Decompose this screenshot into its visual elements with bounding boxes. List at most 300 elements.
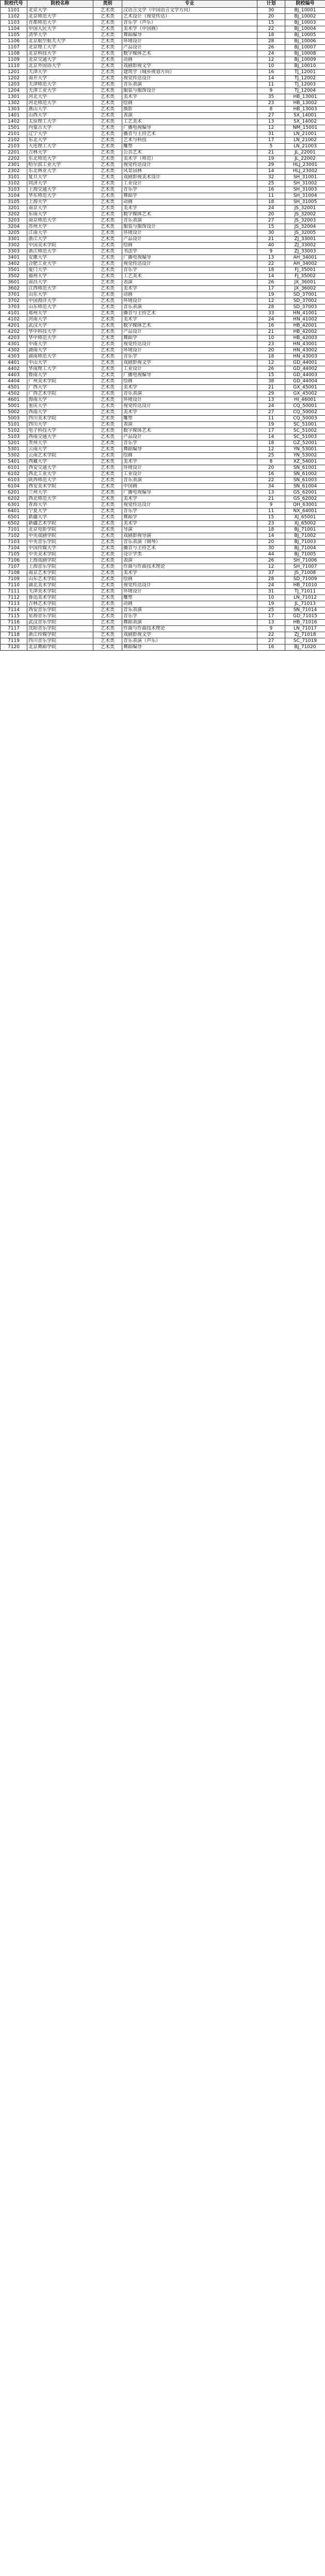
cell-category: 艺术类 bbox=[93, 119, 122, 125]
table-row bbox=[1, 391, 325, 397]
cell-major: 美术学 bbox=[122, 410, 257, 416]
cell-plan: 23 bbox=[257, 342, 285, 348]
cell-code: 2103 bbox=[1, 144, 27, 150]
table-row bbox=[1, 230, 325, 236]
cell-plan: 30 bbox=[257, 8, 285, 14]
cell-id: XJ_65001 bbox=[285, 515, 325, 521]
cell-category: 艺术类 bbox=[93, 70, 122, 76]
cell-code: 1401 bbox=[1, 113, 27, 119]
cell-plan: 14 bbox=[257, 76, 285, 82]
cell-id: SX_14001 bbox=[285, 113, 325, 119]
cell-code: 7119 bbox=[1, 638, 27, 645]
cell-school: 山西大学 bbox=[27, 113, 93, 119]
table-row bbox=[1, 32, 325, 39]
cell-id: TJ_12002 bbox=[285, 76, 325, 82]
cell-code: 3102 bbox=[1, 181, 27, 187]
cell-school: 西安交通大学 bbox=[27, 465, 93, 471]
cell-plan: 11 bbox=[257, 193, 285, 199]
table-row bbox=[1, 447, 325, 453]
cell-plan: 9 bbox=[257, 249, 285, 255]
cell-major: 风景园林 bbox=[122, 168, 257, 175]
cell-id: BJ_10009 bbox=[285, 57, 325, 63]
cell-major: 音乐表演 bbox=[122, 82, 257, 88]
cell-plan: 24 bbox=[257, 206, 285, 212]
table-row bbox=[1, 564, 325, 570]
cell-plan: 44 bbox=[257, 552, 285, 558]
cell-major: 产品设计 bbox=[122, 236, 257, 243]
cell-plan: 17 bbox=[257, 614, 285, 620]
cell-school: 河北师范大学 bbox=[27, 100, 93, 107]
table-row bbox=[1, 626, 325, 632]
cell-category: 艺术类 bbox=[93, 94, 122, 100]
cell-category: 艺术类 bbox=[93, 193, 122, 199]
cell-major: 音乐学 bbox=[122, 509, 257, 515]
table-row bbox=[1, 422, 325, 428]
cell-id: YN_53002 bbox=[285, 453, 325, 459]
cell-plan: 19 bbox=[257, 601, 285, 607]
cell-plan: 20 bbox=[257, 212, 285, 218]
cell-id: BJ_10002 bbox=[285, 14, 325, 20]
cell-category: 艺术类 bbox=[93, 589, 122, 595]
table-row bbox=[1, 342, 325, 348]
cell-id: BJ_10008 bbox=[285, 51, 325, 57]
cell-school: 华中师范大学 bbox=[27, 335, 93, 342]
cell-id: HB_13001 bbox=[285, 94, 325, 100]
cell-major: 工艺美术 bbox=[122, 274, 257, 280]
cell-category: 艺术类 bbox=[93, 255, 122, 261]
cell-plan: 5 bbox=[257, 144, 285, 150]
table-row bbox=[1, 119, 325, 125]
cell-major: 播音与主持艺术 bbox=[122, 131, 257, 138]
table-row bbox=[1, 403, 325, 410]
cell-major: 播音与主持艺术 bbox=[122, 546, 257, 552]
cell-plan: 10 bbox=[257, 335, 285, 342]
cell-category: 艺术类 bbox=[93, 113, 122, 119]
cell-code: 2302 bbox=[1, 168, 27, 175]
cell-school: 天津师范大学 bbox=[27, 82, 93, 88]
cell-school: 上海大学 bbox=[27, 199, 93, 206]
cell-category: 艺术类 bbox=[93, 552, 122, 558]
cell-code: 7105 bbox=[1, 552, 27, 558]
cell-plan: 11 bbox=[257, 82, 285, 88]
cell-code: 4401 bbox=[1, 360, 27, 366]
cell-plan: 14 bbox=[257, 168, 285, 175]
cell-plan: 19 bbox=[257, 422, 285, 428]
cell-school: 四川大学 bbox=[27, 422, 93, 428]
cell-school: 中国人民大学 bbox=[27, 26, 93, 32]
header-plan: 计划 bbox=[257, 1, 285, 8]
cell-code: 7106 bbox=[1, 558, 27, 564]
cell-school: 四川美术学院 bbox=[27, 416, 93, 422]
cell-school: 辽宁大学 bbox=[27, 131, 93, 138]
cell-code: 1103 bbox=[1, 20, 27, 26]
cell-code: 5301 bbox=[1, 447, 27, 453]
table-row bbox=[1, 478, 325, 484]
cell-category: 艺术类 bbox=[93, 521, 122, 527]
cell-id: GD_44001 bbox=[285, 360, 325, 366]
cell-code: 4301 bbox=[1, 342, 27, 348]
table-row bbox=[1, 20, 325, 26]
cell-id: GS_62002 bbox=[285, 496, 325, 502]
cell-code: 5302 bbox=[1, 453, 27, 459]
table-row bbox=[1, 552, 325, 558]
cell-category: 艺术类 bbox=[93, 187, 122, 193]
cell-plan: 21 bbox=[257, 385, 285, 391]
cell-school: 吉林大学 bbox=[27, 150, 93, 156]
table-row bbox=[1, 329, 325, 335]
cell-category: 艺术类 bbox=[93, 199, 122, 206]
cell-major: 广播电视编导 bbox=[122, 125, 257, 131]
cell-category: 艺术类 bbox=[93, 459, 122, 465]
cell-major: 雕塑 bbox=[122, 595, 257, 601]
cell-code: 5401 bbox=[1, 459, 27, 465]
cell-code: 2301 bbox=[1, 162, 27, 168]
table-row bbox=[1, 63, 325, 70]
cell-plan: 35 bbox=[257, 94, 285, 100]
cell-category: 艺术类 bbox=[93, 206, 122, 212]
cell-id: CQ_50001 bbox=[285, 403, 325, 410]
cell-category: 艺术类 bbox=[93, 614, 122, 620]
cell-major: 音乐学 bbox=[122, 440, 257, 447]
cell-plan: 12 bbox=[257, 360, 285, 366]
cell-category: 艺术类 bbox=[93, 539, 122, 546]
table-row bbox=[1, 76, 325, 82]
cell-major: 建筑学（城乡规划方向） bbox=[122, 70, 257, 76]
table-row bbox=[1, 453, 325, 459]
cell-plan: 21 bbox=[257, 150, 285, 156]
cell-category: 艺术类 bbox=[93, 236, 122, 243]
cell-major: 数字媒体艺术 bbox=[122, 212, 257, 218]
cell-id: SH_31001 bbox=[285, 175, 325, 181]
cell-code: 6202 bbox=[1, 496, 27, 502]
cell-category: 艺术类 bbox=[93, 175, 122, 181]
cell-school: 电子科技大学 bbox=[27, 428, 93, 434]
cell-major: 工业设计 bbox=[122, 366, 257, 372]
table-row bbox=[1, 113, 325, 119]
cell-plan: 22 bbox=[257, 26, 285, 32]
table-row bbox=[1, 570, 325, 577]
cell-id: SN_61002 bbox=[285, 471, 325, 478]
cell-major: 广播电视编导 bbox=[122, 372, 257, 379]
cell-school: 厦门大学 bbox=[27, 267, 93, 274]
cell-plan: 34 bbox=[257, 484, 285, 490]
cell-id: BJ_10006 bbox=[285, 39, 325, 45]
cell-school: 中国美术学院 bbox=[27, 243, 93, 249]
cell-plan: 29 bbox=[257, 391, 285, 397]
cell-major: 环境设计 bbox=[122, 589, 257, 595]
cell-category: 艺术类 bbox=[93, 39, 122, 45]
table-row bbox=[1, 125, 325, 131]
cell-id: SD_37003 bbox=[285, 304, 325, 311]
cell-id: HLJ_23001 bbox=[285, 162, 325, 168]
cell-school: 山东大学 bbox=[27, 292, 93, 298]
cell-code: 1102 bbox=[1, 14, 27, 20]
cell-category: 艺术类 bbox=[93, 100, 122, 107]
cell-plan: 24 bbox=[257, 317, 285, 323]
table-row bbox=[1, 595, 325, 601]
cell-school: 湖南大学 bbox=[27, 348, 93, 354]
cell-category: 艺术类 bbox=[93, 311, 122, 317]
cell-category: 艺术类 bbox=[93, 335, 122, 342]
cell-major: 舞蹈表演 bbox=[122, 620, 257, 626]
cell-id: LN_21001 bbox=[285, 131, 325, 138]
cell-id: HLJ_23002 bbox=[285, 168, 325, 175]
cell-school: 江西师范大学 bbox=[27, 286, 93, 292]
cell-school: 贵州大学 bbox=[27, 440, 93, 447]
cell-major: 美术学（师范） bbox=[122, 156, 257, 162]
table-row bbox=[1, 100, 325, 107]
cell-code: 1203 bbox=[1, 82, 27, 88]
table-row bbox=[1, 57, 325, 63]
cell-category: 艺术类 bbox=[93, 645, 122, 651]
cell-plan: 11 bbox=[257, 416, 285, 422]
cell-major: 视觉传达设计 bbox=[122, 162, 257, 168]
cell-major: 服装与服饰设计 bbox=[122, 88, 257, 94]
cell-id: LN_21002 bbox=[285, 138, 325, 144]
cell-category: 艺术类 bbox=[93, 82, 122, 88]
cell-plan: 13 bbox=[257, 397, 285, 403]
cell-school: 南昌大学 bbox=[27, 280, 93, 286]
cell-id: SN_61001 bbox=[285, 465, 325, 471]
cell-school: 燕山大学 bbox=[27, 107, 93, 113]
table-row bbox=[1, 533, 325, 539]
cell-code: 1402 bbox=[1, 119, 27, 125]
cell-school: 同济大学 bbox=[27, 181, 93, 187]
cell-major: 产品设计 bbox=[122, 45, 257, 51]
cell-category: 艺术类 bbox=[93, 546, 122, 552]
cell-category: 艺术类 bbox=[93, 416, 122, 422]
cell-major: 工业设计 bbox=[122, 181, 257, 187]
cell-major: 播音与主持艺术 bbox=[122, 311, 257, 317]
cell-school: 兰州大学 bbox=[27, 490, 93, 496]
table-row bbox=[1, 150, 325, 156]
cell-plan: 9 bbox=[257, 626, 285, 632]
cell-major: 书法学 bbox=[122, 249, 257, 255]
admission-table bbox=[0, 0, 325, 651]
cell-school: 陕西师范大学 bbox=[27, 478, 93, 484]
table-row bbox=[1, 502, 325, 509]
cell-code: 7118 bbox=[1, 632, 27, 638]
cell-id: JS_32001 bbox=[285, 206, 325, 212]
table-row bbox=[1, 292, 325, 298]
table-row bbox=[1, 26, 325, 32]
cell-school: 西安美术学院 bbox=[27, 484, 93, 490]
table-row bbox=[1, 428, 325, 434]
cell-id: SN_71014 bbox=[285, 607, 325, 614]
cell-school: 复旦大学 bbox=[27, 175, 93, 181]
table-row bbox=[1, 539, 325, 546]
cell-major: 戏剧影视文学 bbox=[122, 63, 257, 70]
cell-code: 3702 bbox=[1, 298, 27, 304]
cell-school: 江南大学 bbox=[27, 230, 93, 236]
cell-major: 戏剧影视文学 bbox=[122, 632, 257, 638]
table-body bbox=[1, 8, 325, 651]
cell-id: NM_15001 bbox=[285, 125, 325, 131]
cell-code: 6104 bbox=[1, 484, 27, 490]
cell-plan: 13 bbox=[257, 255, 285, 261]
cell-school: 中央音乐学院 bbox=[27, 539, 93, 546]
header-school: 院校名称 bbox=[27, 1, 93, 8]
cell-major: 中国画 bbox=[122, 484, 257, 490]
cell-plan: 21 bbox=[257, 236, 285, 243]
cell-code: 3701 bbox=[1, 292, 27, 298]
cell-major: 表演 bbox=[122, 422, 257, 428]
cell-plan: 26 bbox=[257, 558, 285, 564]
cell-code: 3401 bbox=[1, 255, 27, 261]
cell-school: 上海交通大学 bbox=[27, 187, 93, 193]
cell-plan: 30 bbox=[257, 230, 285, 236]
cell-plan: 10 bbox=[257, 595, 285, 601]
table-row bbox=[1, 45, 325, 51]
cell-school: 广州美术学院 bbox=[27, 379, 93, 385]
cell-id: JX_36001 bbox=[285, 280, 325, 286]
cell-plan: 16 bbox=[257, 70, 285, 76]
table-row bbox=[1, 14, 325, 20]
table-row bbox=[1, 471, 325, 478]
table-row bbox=[1, 249, 325, 255]
cell-category: 艺术类 bbox=[93, 131, 122, 138]
cell-plan: 12 bbox=[257, 298, 285, 304]
cell-id: SH_71006 bbox=[285, 558, 325, 564]
cell-code: 3301 bbox=[1, 236, 27, 243]
cell-code: 3101 bbox=[1, 175, 27, 181]
table-row bbox=[1, 317, 325, 323]
cell-school: 浙江大学 bbox=[27, 236, 93, 243]
table-row bbox=[1, 274, 325, 280]
cell-major: 动画 bbox=[122, 57, 257, 63]
cell-school: 西南大学 bbox=[27, 410, 93, 416]
cell-id: SN_61004 bbox=[285, 484, 325, 490]
cell-school: 清华大学 bbox=[27, 32, 93, 39]
table-row bbox=[1, 360, 325, 366]
table-row bbox=[1, 70, 325, 76]
cell-category: 艺术类 bbox=[93, 527, 122, 533]
table-row bbox=[1, 335, 325, 342]
cell-plan: 20 bbox=[257, 14, 285, 20]
cell-major: 美术学 bbox=[122, 206, 257, 212]
cell-code: 1303 bbox=[1, 107, 27, 113]
cell-code: 3104 bbox=[1, 193, 27, 199]
cell-school: 华南理工大学 bbox=[27, 366, 93, 372]
cell-category: 艺术类 bbox=[93, 63, 122, 70]
cell-id: SH_71007 bbox=[285, 564, 325, 570]
table-row bbox=[1, 162, 325, 168]
cell-id: HN_43001 bbox=[285, 342, 325, 348]
cell-major: 导演 bbox=[122, 527, 257, 533]
cell-major: 视觉传达设计 bbox=[122, 502, 257, 509]
cell-category: 艺术类 bbox=[93, 410, 122, 416]
cell-code: 7120 bbox=[1, 645, 27, 651]
cell-id: AH_34002 bbox=[285, 261, 325, 267]
header-code: 院校代号 bbox=[1, 1, 27, 8]
cell-category: 艺术类 bbox=[93, 601, 122, 607]
cell-major: 音乐表演 bbox=[122, 391, 257, 397]
cell-major: 工艺美术 bbox=[122, 119, 257, 125]
cell-major: 视觉传达设计 bbox=[122, 76, 257, 82]
cell-school: 海南大学 bbox=[27, 397, 93, 403]
cell-school: 北京电影学院 bbox=[27, 527, 93, 533]
cell-category: 艺术类 bbox=[93, 564, 122, 570]
cell-code: 2102 bbox=[1, 138, 27, 144]
table-row bbox=[1, 410, 325, 416]
cell-category: 艺术类 bbox=[93, 298, 122, 304]
cell-code: 7104 bbox=[1, 546, 27, 552]
cell-id: GX_45002 bbox=[285, 391, 325, 397]
table-row bbox=[1, 323, 325, 329]
table-row bbox=[1, 601, 325, 607]
cell-id: BJ_10005 bbox=[285, 32, 325, 39]
cell-code: 1101 bbox=[1, 8, 27, 14]
table-row bbox=[1, 156, 325, 162]
cell-plan: 14 bbox=[257, 274, 285, 280]
cell-plan: 25 bbox=[257, 181, 285, 187]
cell-category: 艺术类 bbox=[93, 471, 122, 478]
table-row bbox=[1, 39, 325, 45]
cell-major: 美术学 bbox=[122, 94, 257, 100]
cell-category: 艺术类 bbox=[93, 397, 122, 403]
cell-school: 天津大学 bbox=[27, 70, 93, 76]
cell-id: BJ_10001 bbox=[285, 8, 325, 14]
cell-plan: 40 bbox=[257, 243, 285, 249]
cell-school: 重庆大学 bbox=[27, 403, 93, 410]
cell-school: 上海戏剧学院 bbox=[27, 558, 93, 564]
table-row bbox=[1, 267, 325, 274]
cell-id: HN_41002 bbox=[285, 317, 325, 323]
cell-code: 7108 bbox=[1, 570, 27, 577]
cell-school: 北京大学 bbox=[27, 8, 93, 14]
cell-id: FJ_35001 bbox=[285, 267, 325, 274]
cell-code: 5103 bbox=[1, 434, 27, 440]
cell-school: 湖北美术学院 bbox=[27, 583, 93, 589]
cell-code: 4501 bbox=[1, 385, 27, 391]
table-row bbox=[1, 131, 325, 138]
cell-id: AH_34001 bbox=[285, 255, 325, 261]
cell-school: 北京外国语大学 bbox=[27, 63, 93, 70]
cell-school: 合肥工业大学 bbox=[27, 261, 93, 267]
table-row bbox=[1, 515, 325, 521]
cell-category: 艺术类 bbox=[93, 447, 122, 453]
cell-category: 艺术类 bbox=[93, 280, 122, 286]
table-row bbox=[1, 187, 325, 193]
cell-school: 新疆大学 bbox=[27, 515, 93, 521]
cell-category: 艺术类 bbox=[93, 354, 122, 360]
cell-code: 7117 bbox=[1, 626, 27, 632]
cell-code: 3204 bbox=[1, 224, 27, 230]
cell-school: 青海大学 bbox=[27, 502, 93, 509]
cell-major: 作曲与作曲技术理论 bbox=[122, 626, 257, 632]
cell-category: 艺术类 bbox=[93, 162, 122, 168]
cell-school: 上海音乐学院 bbox=[27, 564, 93, 570]
cell-major: 艺术设计（视觉传达） bbox=[122, 14, 257, 20]
cell-school: 西南交通大学 bbox=[27, 434, 93, 440]
cell-major: 舞蹈编导 bbox=[122, 645, 257, 651]
table-row bbox=[1, 379, 325, 385]
cell-category: 艺术类 bbox=[93, 453, 122, 459]
cell-school: 河北大学 bbox=[27, 94, 93, 100]
cell-plan: 33 bbox=[257, 311, 285, 317]
cell-school: 武汉大学 bbox=[27, 323, 93, 329]
cell-id: HB_13003 bbox=[285, 107, 325, 113]
cell-plan: 27 bbox=[257, 113, 285, 119]
cell-code: 1301 bbox=[1, 94, 27, 100]
cell-code: 2101 bbox=[1, 131, 27, 138]
cell-id: JS_32004 bbox=[285, 224, 325, 230]
table-row bbox=[1, 311, 325, 317]
cell-code: 7102 bbox=[1, 533, 27, 539]
cell-major: 雕塑 bbox=[122, 416, 257, 422]
cell-code: 5102 bbox=[1, 428, 27, 434]
cell-school: 星海音乐学院 bbox=[27, 614, 93, 620]
